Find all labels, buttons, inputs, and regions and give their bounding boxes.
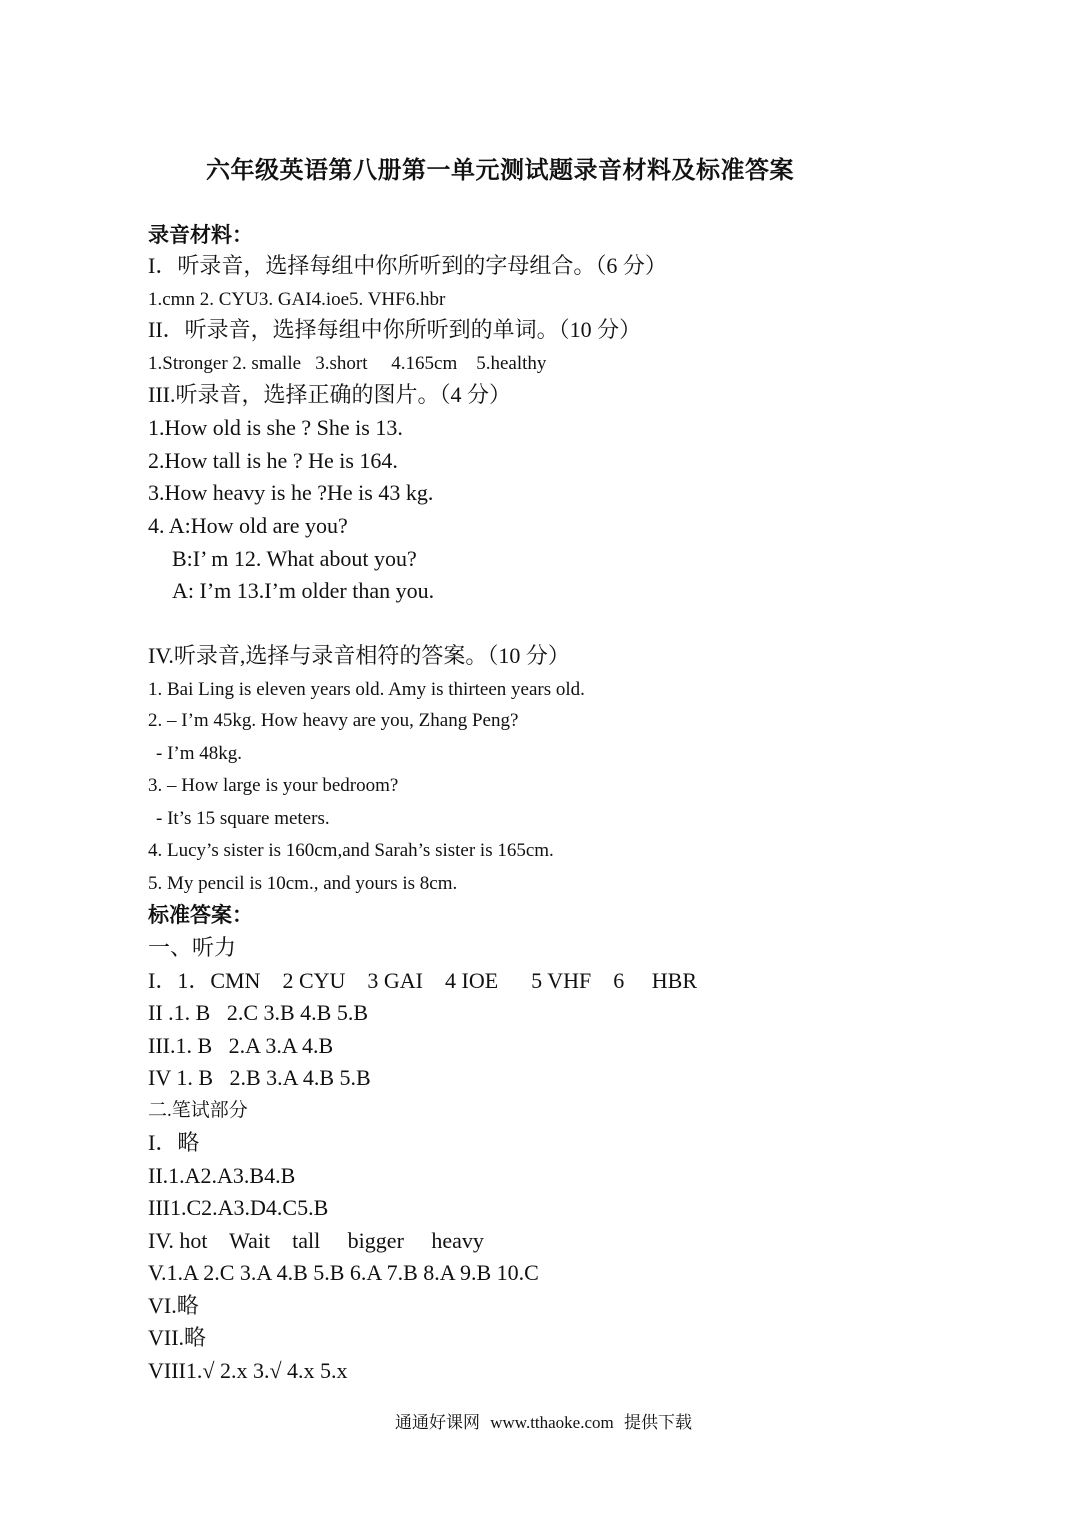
section-1-heading: I．听录音，选择每组中你所听到的字母组合。（6 分） bbox=[148, 253, 667, 278]
answer-listening-4: IV 1. B 2.B 3.A 4.B 5.B bbox=[148, 1065, 371, 1090]
listening-heading: 一、听力 bbox=[148, 935, 237, 960]
page-footer bbox=[0, 1408, 1087, 1433]
section-3-q1: 1.How old is she ? She is 13. bbox=[148, 415, 403, 440]
section-2-heading: II．听录音，选择每组中你所听到的单词。（10 分） bbox=[148, 317, 642, 342]
footer-url[interactable]: www.tthaoke.com bbox=[490, 1413, 614, 1432]
section-4-q3a: 3. – How large is your bedroom? bbox=[148, 775, 399, 796]
section-4-q2a: 2. – I’m 45kg. How heavy are you, Zhang Peng? bbox=[148, 710, 519, 731]
answer-listening-1: I．1．CMN 2 CYU 3 GAI 4 IOE 5 VHF 6 HBR bbox=[148, 968, 698, 993]
answer-written-6: VI.略 bbox=[148, 1293, 199, 1318]
section-4-q4: 4. Lucy’s sister is 160cm,and Sarah’s sister is 165cm. bbox=[148, 840, 554, 861]
answer-listening-3: III.1. B 2.A 3.A 4.B bbox=[148, 1033, 334, 1058]
section-3-heading: III.听录音，选择正确的图片。（4 分） bbox=[148, 382, 511, 407]
written-heading: 二.笔试部分 bbox=[148, 1100, 248, 1121]
answer-written-7: VII.略 bbox=[148, 1325, 207, 1350]
section-3-q3: 3.How heavy is he ?He is 43 kg. bbox=[148, 480, 434, 505]
section-4-q2b: - I’m 48kg. bbox=[156, 743, 243, 764]
answer-written-4: IV. hot Wait tall bigger heavy bbox=[148, 1228, 484, 1253]
section-2-items: 1.Stronger 2. smalle 3.short 4.165cm 5.healthy bbox=[148, 353, 547, 374]
answer-written-8: VIII1.√ 2.x 3.√ 4.x 5.x bbox=[148, 1358, 348, 1383]
answer-written-3: III1.C2.A3.D4.C5.B bbox=[148, 1195, 329, 1220]
section-3-q4c: A: I’m 13.I’m older than you. bbox=[172, 578, 435, 603]
recording-heading: 录音材料： bbox=[148, 223, 253, 247]
answers-heading: 标准答案： bbox=[148, 903, 253, 927]
footer-site-name: 通通好课网 bbox=[394, 1413, 480, 1432]
section-1-items: 1.cmn 2. CYU3. GAI4.ioe5. VHF6.hbr bbox=[148, 289, 446, 310]
answer-written-1: I．略 bbox=[148, 1130, 200, 1155]
section-3-q4b: B:I’ m 12. What about you? bbox=[172, 546, 417, 571]
answer-written-5: V.1.A 2.C 3.A 4.B 5.B 6.A 7.B 8.A 9.B 10.C bbox=[148, 1260, 539, 1285]
answer-written-2: II.1.A2.A3.B4.B bbox=[148, 1163, 296, 1188]
section-3-q4a: 4. A:How old are you? bbox=[148, 513, 348, 538]
answer-listening-2: II .1. B 2.C 3.B 4.B 5.B bbox=[148, 1000, 369, 1025]
section-4-q1: 1. Bai Ling is eleven years old. Amy is thirteen years old. bbox=[148, 679, 585, 700]
section-4-heading: IV.听录音,选择与录音相符的答案。（10 分） bbox=[148, 643, 570, 668]
section-4-q3b: - It’s 15 square meters. bbox=[156, 808, 330, 829]
section-4-q5: 5. My pencil is 10cm., and yours is 8cm. bbox=[148, 873, 458, 894]
footer-note: 提供下载 bbox=[624, 1413, 693, 1432]
page-title: 六年级英语第八册第一单元测试题录音材料及标准答案 bbox=[206, 158, 794, 184]
section-3-q2: 2.How tall is he ? He is 164. bbox=[148, 448, 398, 473]
